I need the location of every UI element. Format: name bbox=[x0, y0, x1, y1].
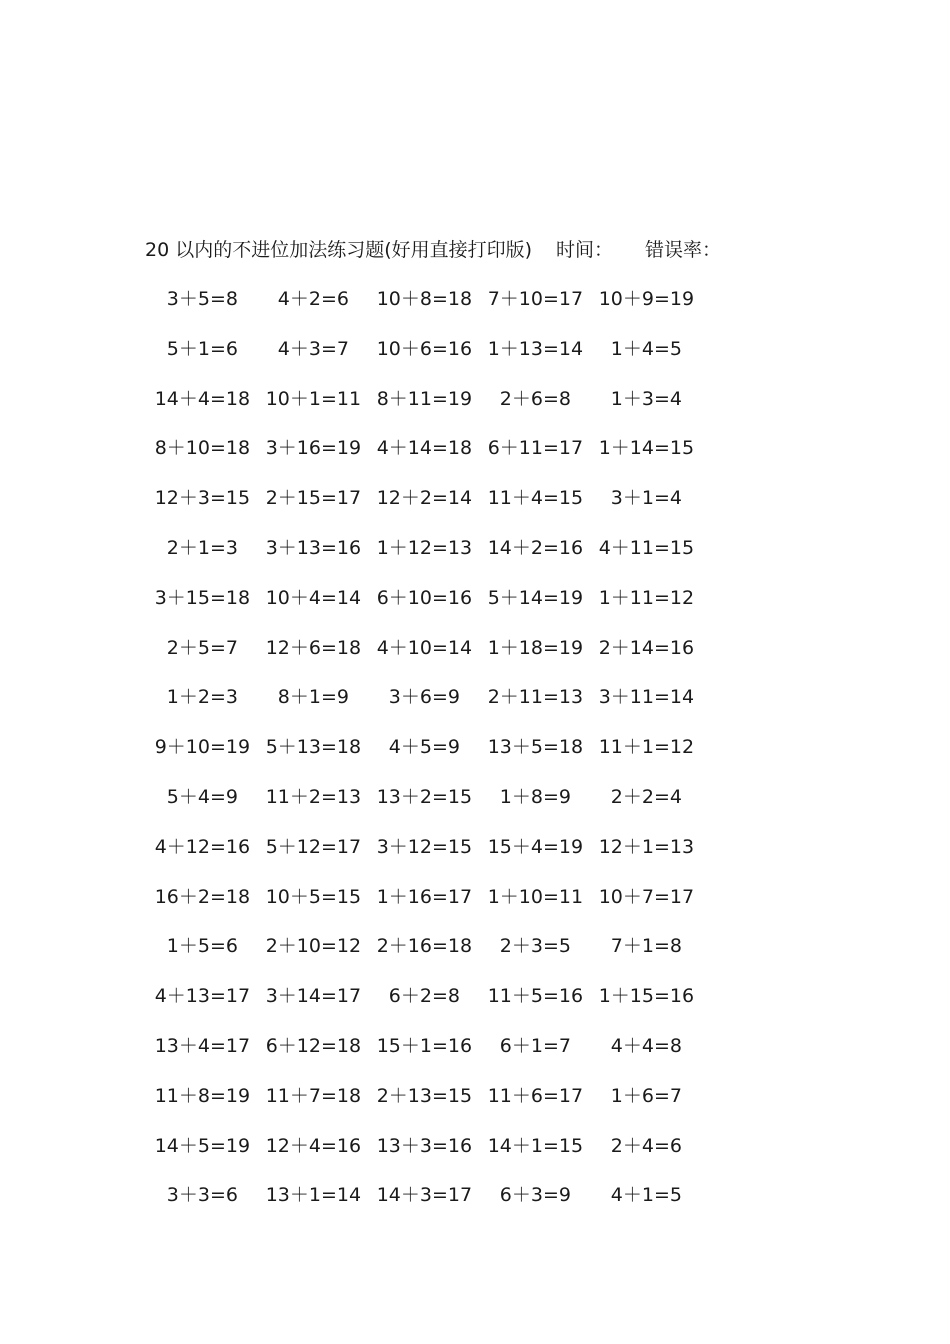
equation-item: 13＋2=15 bbox=[376, 786, 473, 808]
equation-item: 3＋3=6 bbox=[166, 1184, 238, 1207]
equation-item: 1＋15=16 bbox=[598, 985, 695, 1008]
equation-item: 4＋10=14 bbox=[376, 636, 473, 659]
equation-row bbox=[0, 633, 950, 663]
equation-item: 3＋16=19 bbox=[265, 437, 362, 460]
equation-item: 1＋12=13 bbox=[376, 537, 473, 559]
equation-item: 1＋4=5 bbox=[610, 337, 682, 360]
equation-item: 12＋4=16 bbox=[265, 1134, 362, 1157]
equation-item: 3＋11=14 bbox=[598, 686, 695, 709]
equation-item: 5＋12=17 bbox=[265, 835, 362, 858]
equation-row bbox=[0, 583, 950, 613]
equation-item: 4＋3=7 bbox=[277, 337, 349, 360]
equation-item: 4＋2=6 bbox=[277, 288, 349, 310]
equation-item: 11＋4=15 bbox=[487, 487, 584, 510]
equation-item: 4＋13=17 bbox=[154, 985, 251, 1008]
equation-item: 8＋10=18 bbox=[154, 437, 251, 460]
equation-item: 1＋18=19 bbox=[487, 636, 584, 659]
worksheet-header bbox=[145, 236, 785, 264]
equation-item: 4＋1=5 bbox=[610, 1184, 682, 1207]
equation-item: 15＋1=16 bbox=[376, 1035, 473, 1057]
equation-item: 4＋12=16 bbox=[154, 835, 251, 858]
equation-item: 16＋2=18 bbox=[154, 885, 251, 908]
equation-item: 7＋1=8 bbox=[610, 935, 682, 958]
equation-item: 8＋11=19 bbox=[376, 387, 473, 410]
equation-item: 4＋14=18 bbox=[376, 437, 473, 460]
equation-item: 12＋3=15 bbox=[154, 487, 251, 510]
equation-item: 11＋7=18 bbox=[265, 1084, 362, 1107]
equation-item: 10＋8=18 bbox=[376, 288, 473, 310]
equation-item: 2＋10=12 bbox=[265, 935, 362, 958]
equation-item: 14＋4=18 bbox=[154, 387, 251, 410]
equation-item: 2＋14=16 bbox=[598, 636, 695, 659]
equation-item: 14＋1=15 bbox=[487, 1134, 584, 1157]
equation-item: 11＋1=12 bbox=[598, 736, 695, 759]
equation-item: 13＋3=16 bbox=[376, 1134, 473, 1157]
equation-item: 5＋14=19 bbox=[487, 586, 584, 609]
equation-item: 1＋5=6 bbox=[166, 935, 238, 958]
equation-item: 5＋13=18 bbox=[265, 736, 362, 759]
equation-item: 13＋4=17 bbox=[154, 1035, 251, 1057]
equation-row bbox=[0, 1180, 950, 1210]
equation-item: 6＋11=17 bbox=[487, 437, 584, 460]
equation-row bbox=[0, 732, 950, 762]
equation-item: 3＋15=18 bbox=[154, 586, 251, 609]
equation-item: 6＋10=16 bbox=[376, 586, 473, 609]
equation-row bbox=[0, 433, 950, 463]
equation-item: 10＋7=17 bbox=[598, 885, 695, 908]
equation-item: 1＋16=17 bbox=[376, 885, 473, 908]
equation-item: 11＋2=13 bbox=[265, 786, 362, 808]
equation-item: 2＋4=6 bbox=[610, 1134, 682, 1157]
equation-item: 1＋13=14 bbox=[487, 337, 584, 360]
equation-item: 11＋6=17 bbox=[487, 1084, 584, 1107]
equation-item: 2＋5=7 bbox=[166, 636, 238, 659]
equation-item: 1＋3=4 bbox=[610, 387, 682, 410]
equation-item: 1＋2=3 bbox=[166, 686, 238, 709]
equation-item: 10＋4=14 bbox=[265, 586, 362, 609]
equation-item: 5＋1=6 bbox=[166, 337, 238, 360]
equation-item: 6＋2=8 bbox=[388, 985, 460, 1008]
equation-row bbox=[0, 832, 950, 862]
equation-row bbox=[0, 1031, 950, 1061]
equation-item: 3＋13=16 bbox=[265, 537, 362, 559]
equation-item: 12＋1=13 bbox=[598, 835, 695, 858]
equation-row bbox=[0, 981, 950, 1011]
equation-item: 1＋8=9 bbox=[499, 786, 571, 808]
equation-item: 6＋3=9 bbox=[499, 1184, 571, 1207]
equation-item: 12＋2=14 bbox=[376, 487, 473, 510]
equation-item: 6＋12=18 bbox=[265, 1035, 362, 1057]
equation-row bbox=[0, 284, 950, 314]
equation-item: 2＋6=8 bbox=[499, 387, 571, 410]
equation-item: 2＋2=4 bbox=[610, 786, 682, 808]
equation-item: 4＋11=15 bbox=[598, 537, 695, 559]
equation-row bbox=[0, 931, 950, 961]
equation-item: 1＋11=12 bbox=[598, 586, 695, 609]
equation-row bbox=[0, 782, 950, 812]
equation-item: 3＋1=4 bbox=[610, 487, 682, 510]
equation-item: 2＋1=3 bbox=[166, 537, 238, 559]
equation-item: 4＋4=8 bbox=[610, 1035, 682, 1057]
equation-item: 10＋9=19 bbox=[598, 288, 695, 310]
equation-item: 2＋16=18 bbox=[376, 935, 473, 958]
equation-item: 3＋5=8 bbox=[166, 288, 238, 310]
equation-item: 14＋3=17 bbox=[376, 1184, 473, 1207]
equation-item: 13＋1=14 bbox=[265, 1184, 362, 1207]
equation-item: 2＋3=5 bbox=[499, 935, 571, 958]
equation-row bbox=[0, 1081, 950, 1111]
error-rate-label: 错误率： bbox=[645, 239, 722, 261]
equation-item: 8＋1=9 bbox=[277, 686, 349, 709]
equation-item: 2＋11=13 bbox=[487, 686, 584, 709]
equation-item: 2＋15=17 bbox=[265, 487, 362, 510]
equation-item: 9＋10=19 bbox=[154, 736, 251, 759]
time-label: 时间： bbox=[556, 239, 614, 261]
equation-item: 1＋10=11 bbox=[487, 885, 584, 908]
equation-row bbox=[0, 1131, 950, 1161]
equation-row bbox=[0, 483, 950, 513]
equation-row bbox=[0, 882, 950, 912]
equation-row bbox=[0, 533, 950, 563]
equation-item: 13＋5=18 bbox=[487, 736, 584, 759]
equation-item: 14＋5=19 bbox=[154, 1134, 251, 1157]
equation-row bbox=[0, 384, 950, 414]
equation-row bbox=[0, 682, 950, 712]
equation-item: 10＋1=11 bbox=[265, 387, 362, 410]
equation-item: 14＋2=16 bbox=[487, 537, 584, 559]
equation-item: 7＋10=17 bbox=[487, 288, 584, 310]
equation-item: 3＋6=9 bbox=[388, 686, 460, 709]
equation-item: 1＋6=7 bbox=[610, 1084, 682, 1107]
equation-item: 4＋5=9 bbox=[388, 736, 460, 759]
equation-item: 10＋6=16 bbox=[376, 337, 473, 360]
equation-item: 12＋6=18 bbox=[265, 636, 362, 659]
equation-item: 3＋14=17 bbox=[265, 985, 362, 1008]
equation-item: 15＋4=19 bbox=[487, 835, 584, 858]
equation-item: 10＋5=15 bbox=[265, 885, 362, 908]
equation-item: 2＋13=15 bbox=[376, 1084, 473, 1107]
equation-item: 6＋1=7 bbox=[499, 1035, 571, 1057]
equation-item: 1＋14=15 bbox=[598, 437, 695, 460]
equation-row bbox=[0, 334, 950, 364]
equation-item: 3＋12=15 bbox=[376, 835, 473, 858]
equation-item: 11＋5=16 bbox=[487, 985, 584, 1008]
equation-item: 11＋8=19 bbox=[154, 1084, 251, 1107]
equation-item: 5＋4=9 bbox=[166, 786, 238, 808]
worksheet-title: 20 以内的不进位加法练习题(好用直接打印版) bbox=[145, 239, 533, 261]
